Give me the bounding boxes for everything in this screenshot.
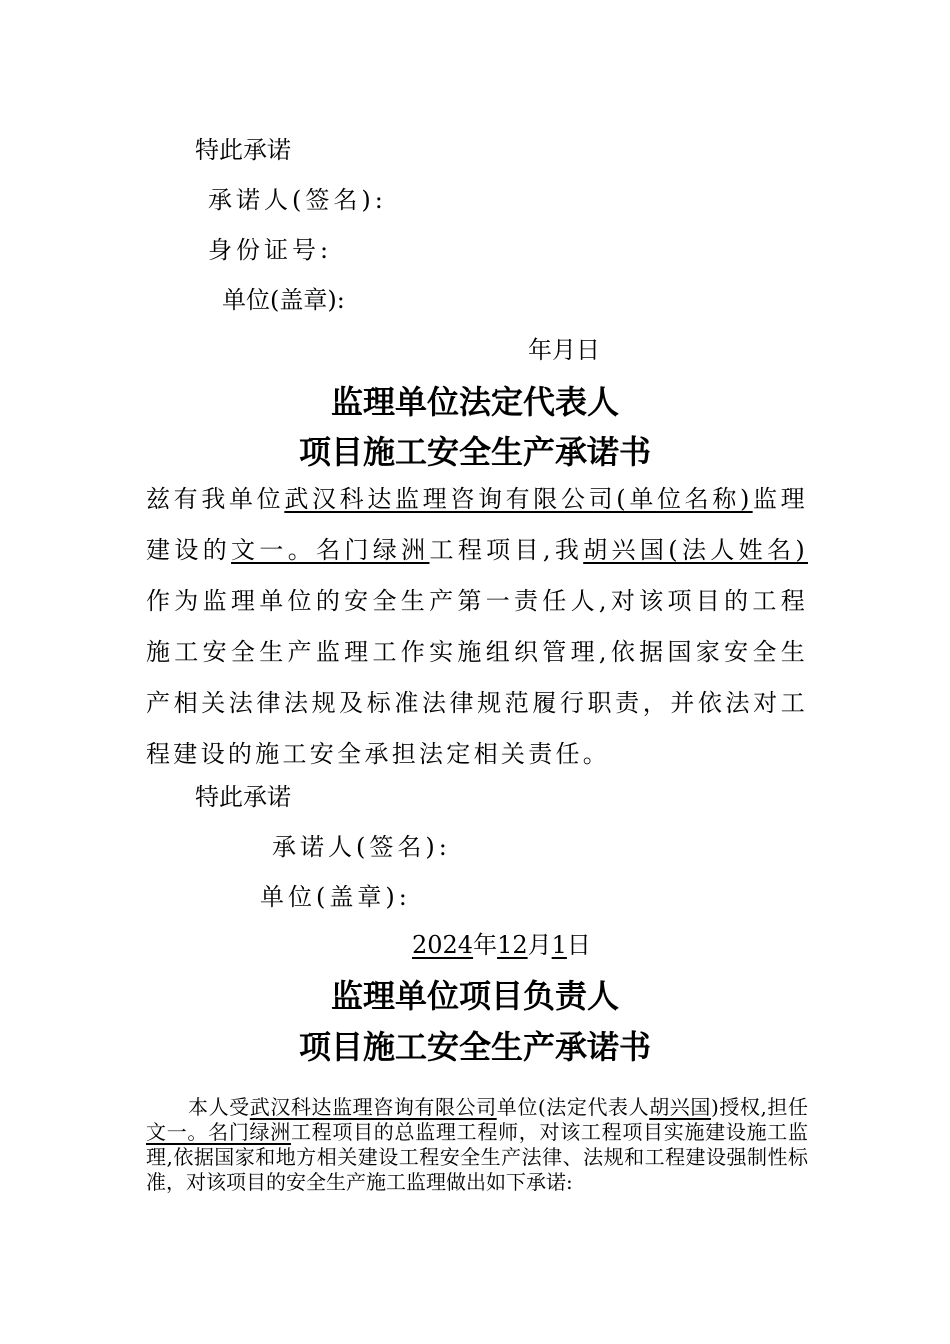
day-char: 日 [566, 931, 591, 959]
section2-unit-seal-label: 单位(盖章): [260, 883, 411, 911]
section2-paragraph [146, 474, 808, 780]
section2-date [412, 930, 591, 960]
text-segment: 工程项目,我 [429, 536, 584, 564]
section3-title-line2: 项目施工安全生产承诺书 [298, 1028, 651, 1066]
hereby-text: 特此承诺 [195, 136, 291, 164]
date-day: 1 [551, 931, 567, 959]
id-number-label: 身份证号: [208, 236, 333, 264]
text-segment: 工程项目的总监理工程师，对该工程项目实施建设施工监理,依据国家和地方相关建设工程安全生产法律、法规和工程建设强制性标准，对该项目的安全生产施工监理做出如下承诺: [146, 1120, 809, 1194]
legal-person-underlined: 胡兴国 [649, 1095, 711, 1119]
year-char: 年 [473, 931, 498, 959]
text-segment: 兹有我单位 [146, 485, 285, 513]
project-name-underlined: 文一。名门绿洲 [146, 1120, 291, 1144]
date-month: 12 [497, 931, 528, 959]
section3-title-line1: 监理单位项目负责人 [330, 977, 619, 1015]
section3-paragraph [146, 1095, 808, 1195]
month-char: 月 [527, 931, 552, 959]
section2-hereby-text: 特此承诺 [195, 783, 291, 811]
section2-title-line2: 项目施工安全生产承诺书 [298, 433, 651, 471]
text-segment: 作为监理单位的安全生产第一责任人,对该项目的工程施工安全生产监理工作实施组织管理,依据国家安全生产相关法律法规及标准法律规范履行职责，并依法对工程建设的施工安全承担法定相关责任。 [146, 587, 808, 768]
section2-title-line1: 监理单位法定代表人 [330, 383, 619, 421]
company-name-underlined: 武汉科达监理咨询有限公司 [249, 1095, 497, 1119]
text-segment: 本人受 [188, 1095, 250, 1119]
date-label: 年月日 [528, 336, 600, 364]
text-segment: 监理建设的 [146, 485, 808, 564]
date-year: 2024 [412, 931, 474, 959]
section2-signer-label: 承诺人(签名): [272, 833, 451, 861]
signer-label: 承诺人(签名): [208, 186, 387, 214]
legal-person-underlined: 胡兴国(法人姓名) [583, 536, 808, 564]
unit-seal-label: 单位(盖章): [222, 286, 345, 314]
text-segment: )授权,担任 [710, 1095, 809, 1119]
company-name-underlined: 武汉科达监理咨询有限公司(单位名称) [284, 485, 753, 513]
text-segment: 单位(法定代表人 [496, 1095, 650, 1119]
project-name-underlined: 文一。名门绿洲 [231, 536, 430, 564]
